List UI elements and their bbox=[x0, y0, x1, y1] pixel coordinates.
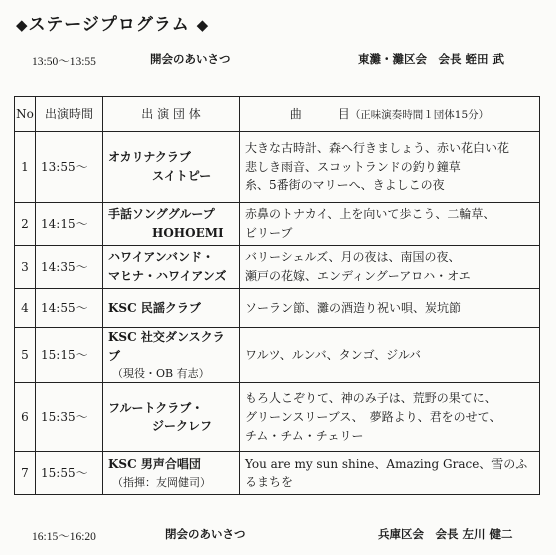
row-no: 6 bbox=[15, 383, 36, 452]
table-row bbox=[15, 452, 540, 495]
header-time: 出演時間 bbox=[36, 97, 103, 132]
performer-line: KSC 社交ダンスクラブ bbox=[108, 330, 225, 363]
row-no: 5 bbox=[15, 328, 36, 383]
row-songs bbox=[240, 203, 540, 246]
table-row bbox=[15, 383, 540, 452]
row-songs bbox=[240, 383, 540, 452]
song-line: 赤鼻のトナカイ、上を向いて歩こう、二輪草、 bbox=[245, 207, 496, 222]
row-no: 2 bbox=[15, 203, 36, 246]
table-row bbox=[15, 246, 540, 289]
performer-line: KSC 民謡クラブ bbox=[108, 300, 201, 315]
song-line: バリーシェルズ、月の夜は、南国の夜、 bbox=[245, 250, 461, 265]
title-text: ステージプログラム bbox=[28, 15, 190, 35]
song-line: もろ人こぞりて、神のみ子は、荒野の果てに、 bbox=[245, 391, 497, 406]
row-time: 15:55〜 bbox=[36, 452, 103, 495]
song-line: グリーンスリーブス、 夢路より、君をのせて、 bbox=[245, 409, 502, 424]
row-time: 14:15〜 bbox=[36, 203, 103, 246]
row-time: 14:35〜 bbox=[36, 246, 103, 289]
row-performer bbox=[103, 383, 240, 452]
table-header-row bbox=[15, 97, 540, 132]
performer-line: オカリナクラブ bbox=[108, 150, 191, 165]
page-title bbox=[16, 10, 209, 35]
diamond-icon: ◆ bbox=[16, 16, 29, 34]
performer-line: ハワイアンバンド・ bbox=[108, 250, 214, 265]
performer-line: 手話ソンググループ bbox=[108, 207, 215, 222]
row-songs bbox=[240, 246, 540, 289]
performer-line: フルートクラブ・ bbox=[108, 400, 204, 415]
row-no: 4 bbox=[15, 289, 36, 328]
row-no: 7 bbox=[15, 452, 36, 495]
row-songs bbox=[240, 328, 540, 383]
row-performer bbox=[103, 289, 240, 328]
row-performer bbox=[103, 328, 240, 383]
program-table bbox=[14, 96, 540, 495]
row-songs bbox=[240, 289, 540, 328]
closing-speaker: 兵庫区会 会長 左川 健二 bbox=[378, 527, 513, 541]
performer-line: KSC 男声合唱団 bbox=[108, 457, 201, 472]
opening-time: 13:50〜13:55 bbox=[32, 56, 96, 68]
performer-sub: （指揮：友岡健司） bbox=[112, 476, 211, 489]
header-songs bbox=[240, 97, 540, 132]
row-no: 3 bbox=[15, 246, 36, 289]
song-line: 瀬戸の花嫁、エンディングーアロハ・オエ bbox=[245, 269, 471, 283]
row-performer bbox=[103, 132, 240, 203]
row-performer bbox=[103, 203, 240, 246]
performer-line: スイトピー bbox=[152, 169, 212, 183]
row-time: 15:15〜 bbox=[36, 328, 103, 383]
song-line: 大きな古時計、森へ行きましょう、赤い花白い花 bbox=[245, 141, 510, 156]
row-time: 14:55〜 bbox=[36, 289, 103, 328]
song-line: 糸、5番街のマリーへ、きよしこの夜 bbox=[245, 178, 445, 193]
song-line: You are my sun shine、Amazing Grace、雪のふるまちを bbox=[245, 456, 528, 490]
row-songs bbox=[240, 452, 540, 495]
row-performer bbox=[103, 452, 240, 495]
song-line: ワルツ、ルンバ、タンゴ、ジルバ bbox=[245, 347, 422, 362]
row-time: 15:35〜 bbox=[36, 383, 103, 452]
opening-label: 開会のあいさつ bbox=[150, 52, 231, 66]
performer-line: ジークレフ bbox=[152, 419, 213, 434]
table-row bbox=[15, 203, 540, 246]
table-row bbox=[15, 132, 540, 203]
song-line: チム・チム・チェリー bbox=[245, 428, 364, 443]
header-songs-label: 曲 目 bbox=[289, 106, 350, 121]
row-songs bbox=[240, 132, 540, 203]
header-songs-note: （正味演奏時間１団体15分） bbox=[349, 108, 490, 121]
song-line: 悲しき雨音、スコットランドの釣り鐘草 bbox=[245, 159, 461, 174]
performer-line: マヒナ・ハワイアンズ bbox=[108, 269, 227, 283]
song-line: ソーラン節、灘の酒造り祝い唄、炭坑節 bbox=[245, 300, 462, 315]
opening-speaker: 東灘・灘区会 会長 蛭田 武 bbox=[358, 52, 505, 66]
table-row bbox=[15, 328, 540, 383]
header-no: No bbox=[15, 97, 36, 132]
closing-time: 16:15〜16:20 bbox=[32, 531, 96, 543]
performer-sub: （現役・OB 有志） bbox=[112, 367, 210, 381]
row-time: 13:55〜 bbox=[36, 132, 103, 203]
closing-label: 閉会のあいさつ bbox=[165, 527, 246, 541]
table-row bbox=[15, 289, 540, 328]
row-no: 1 bbox=[15, 132, 36, 203]
performer-line: HOHOEMI bbox=[152, 226, 224, 240]
header-performer: 出 演 団 体 bbox=[103, 97, 240, 132]
song-line: ビリーブ bbox=[245, 226, 293, 240]
diamond-icon: ◆ bbox=[196, 16, 210, 34]
row-performer bbox=[103, 246, 240, 289]
